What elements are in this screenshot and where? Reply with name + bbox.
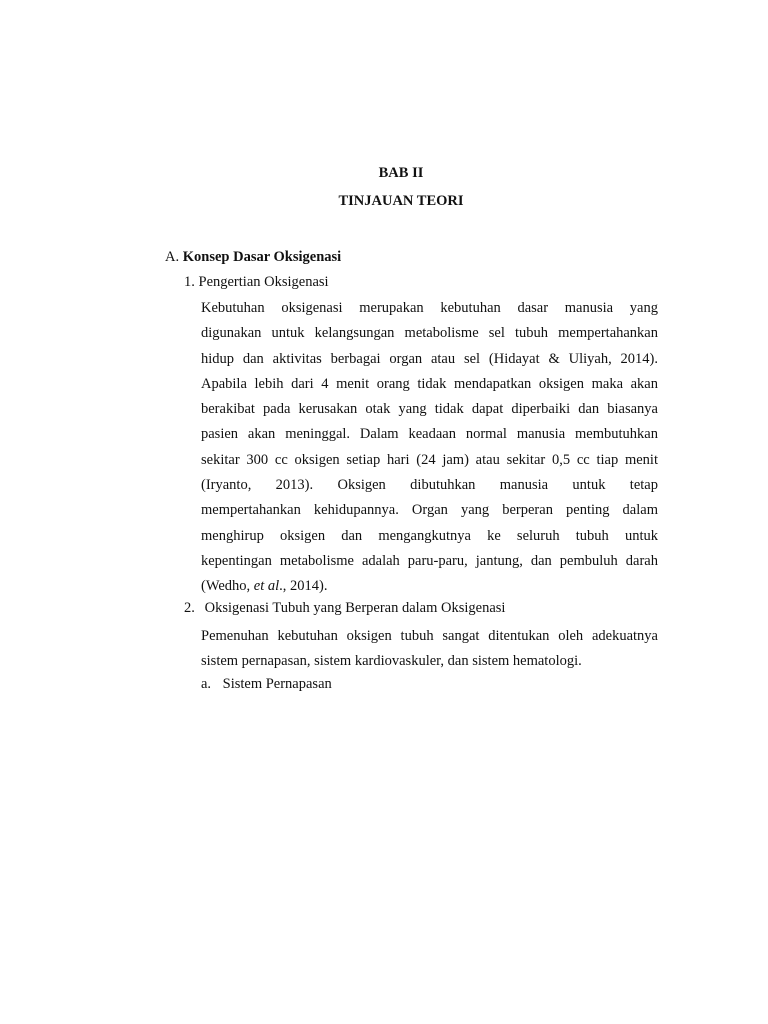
citation-suffix: ., 2014). <box>279 578 328 595</box>
paragraph-last-line <box>201 574 658 599</box>
paragraph-line: menghirup oksigen dan mengangkutnya ke seluruh tubuh untuk <box>201 527 658 544</box>
subsection-marker: 2. <box>184 600 195 616</box>
paragraph-line: mempertahankan kehidupannya. Organ yang berperan penting dalam <box>201 502 658 519</box>
paragraph-last-line: sistem pernapasan, sistem kardiovaskuler, dan sistem hematologi. <box>201 653 582 670</box>
subsection-title: Pengertian Oksigenasi <box>198 274 329 290</box>
paragraph-line: pasien akan meninggal. Dalam keadaan normal manusia membutuhkan <box>201 426 658 443</box>
subsection-heading-a <box>201 676 332 693</box>
citation-italic: et al <box>253 578 280 595</box>
subsection-heading-2 <box>184 600 505 617</box>
subsection-title: Oksigenasi Tubuh yang Berperan dalam Oksigenasi <box>204 600 506 616</box>
paragraph-line: hidup dan aktivitas berbagai organ atau sel (Hidayat & Uliyah, 2014). <box>201 350 658 367</box>
subsection-heading-1 <box>184 274 329 291</box>
chapter-title: TINJAUAN TEORI <box>338 193 464 209</box>
paragraph-line: Apabila lebih dari 4 menit orang tidak mendapatkan oksigen maka akan <box>201 375 658 392</box>
paragraph-pengertian <box>201 296 658 600</box>
paragraph-line: (Iryanto, 2013). Oksigen dibutuhkan manusia untuk tetap <box>201 477 658 494</box>
chapter-number: BAB II <box>378 165 424 181</box>
paragraph-oksigenasi-tubuh <box>201 624 658 675</box>
paragraph-line: digunakan untuk kelangsungan metabolisme sel tubuh mempertahankan <box>201 325 658 342</box>
section-heading-a <box>165 249 341 266</box>
subsection-title: Sistem Pernapasan <box>222 676 332 692</box>
paragraph-line: kepentingan metabolisme adalah paru-paru, jantung, dan pembuluh darah <box>201 552 658 569</box>
paragraph-line: berakibat pada kerusakan otak yang tidak dapat diperbaiki dan biasanya <box>201 401 658 418</box>
section-title: Konsep Dasar Oksigenasi <box>182 249 342 265</box>
paragraph-line: Pemenuhan kebutuhan oksigen tubuh sangat ditentukan oleh adekuatnya <box>201 628 658 644</box>
paragraph-line: Kebutuhan oksigenasi merupakan kebutuhan dasar manusia yang <box>201 300 658 316</box>
subsection-marker: a. <box>201 676 212 692</box>
paragraph-line: sekitar 300 cc oksigen setiap hari (24 jam) atau sekitar 0,5 cc tiap menit <box>201 451 658 468</box>
subsection-marker: 1. <box>184 274 195 290</box>
citation-prefix: (Wedho, <box>201 578 254 595</box>
section-marker: A. <box>165 249 180 265</box>
